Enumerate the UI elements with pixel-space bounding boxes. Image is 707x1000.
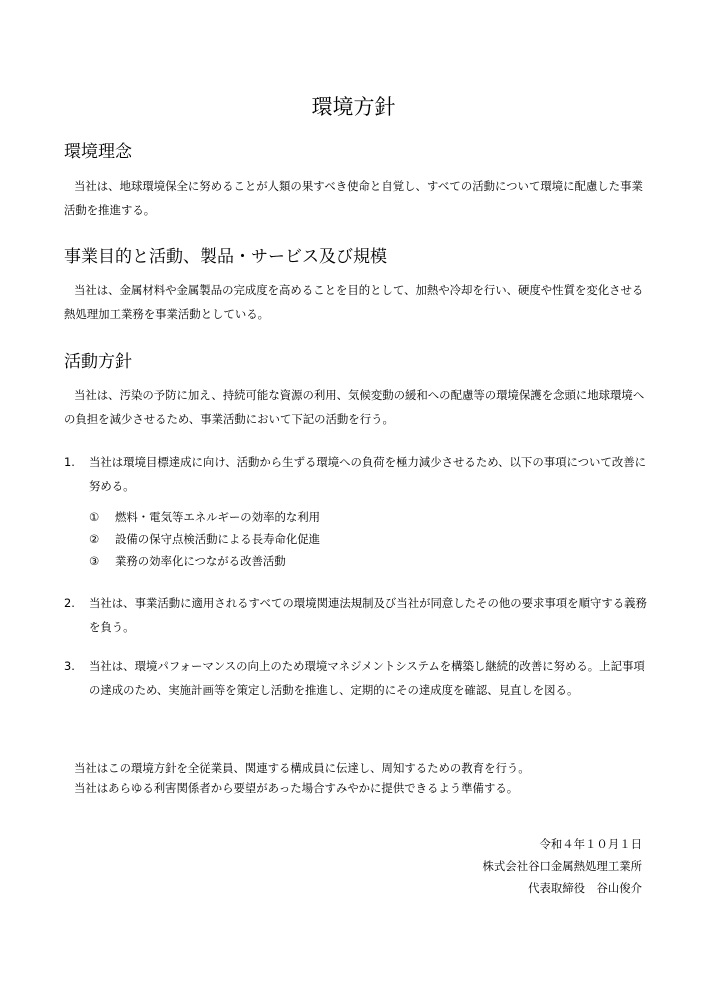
policy-item-number: 1. [64,455,75,469]
signature-date: 令和４年１０月１日 [539,837,642,851]
policy-item-number: 3. [64,659,75,673]
policy-item-text: 当社は環境目標達成に向け、活動から生ずる環境への負荷を極力減少させるため、以下の事項について改善に努める。 [89,455,647,493]
signature-representative: 代表取締役 谷山俊介 [528,881,642,895]
policy-subitem-3 [89,550,286,572]
section-body-philosophy: 当社は、地球環境保全に努めることが人類の果すべき使命と自覚し、すべての活動について環境に配慮した事業活動を推進する。 [64,179,643,217]
policy-item-2 [64,591,650,639]
policy-subitem-2 [89,528,320,550]
subitem-text: 設備の保守点検活動による長寿命化促進 [115,532,321,546]
closing-line-2: 当社はあらゆる利害関係者から要望があった場合すみやかに提供できるよう準備する。 [74,781,519,795]
policy-item-text: 当社は、事業活動に適用されるすべての環境関連法規制及び当社が同意したその他の要求事項を順守する義務を負う。 [89,596,647,634]
subitem-text: 燃料・電気等エネルギーの効率的な利用 [115,510,321,524]
section-body-policy: 当社は、汚染の予防に加え、持続可能な資源の利用、気候変動の緩和への配慮等の環境保護を念頭に地球環境への負担を減少させるため、事業活動において下記の活動を行う。 [64,388,645,426]
closing-line-1: 当社はこの環境方針を全従業員、関連する構成員に伝達し、周知するための教育を行う。 [74,761,530,775]
subitem-marker: ① [89,510,100,524]
subitem-marker: ③ [89,554,100,568]
section-body-business: 当社は、金属材料や金属製品の完成度を高めることを目的として、加熱や冷却を行い、硬度や性質を変化させる熱処理加工業務を事業活動としている。 [64,283,644,321]
signature-company: 株式会社谷口金属熱処理工業所 [482,859,642,873]
policy-subitem-1 [89,506,320,528]
policy-item-1 [64,450,650,498]
section-heading-policy: 活動方針 [64,352,132,372]
page-title: 環境方針 [311,95,396,119]
subitem-marker: ② [89,532,100,546]
section-heading-philosophy: 環境理念 [64,142,132,162]
policy-item-3 [64,654,650,702]
section-heading-business: 事業目的と活動、製品・サービス及び規模 [64,247,387,267]
policy-item-number: 2. [64,596,75,610]
policy-item-text: 当社は、環境パフォーマンスの向上のため環境マネジメントシステムを構築し継続的改善に努める。上記事項の達成のため、実施計画等を策定し活動を推進し、定期的にその達成度を確認、見直しを図る。 [89,659,645,697]
subitem-text: 業務の効率化につながる改善活動 [115,554,286,568]
